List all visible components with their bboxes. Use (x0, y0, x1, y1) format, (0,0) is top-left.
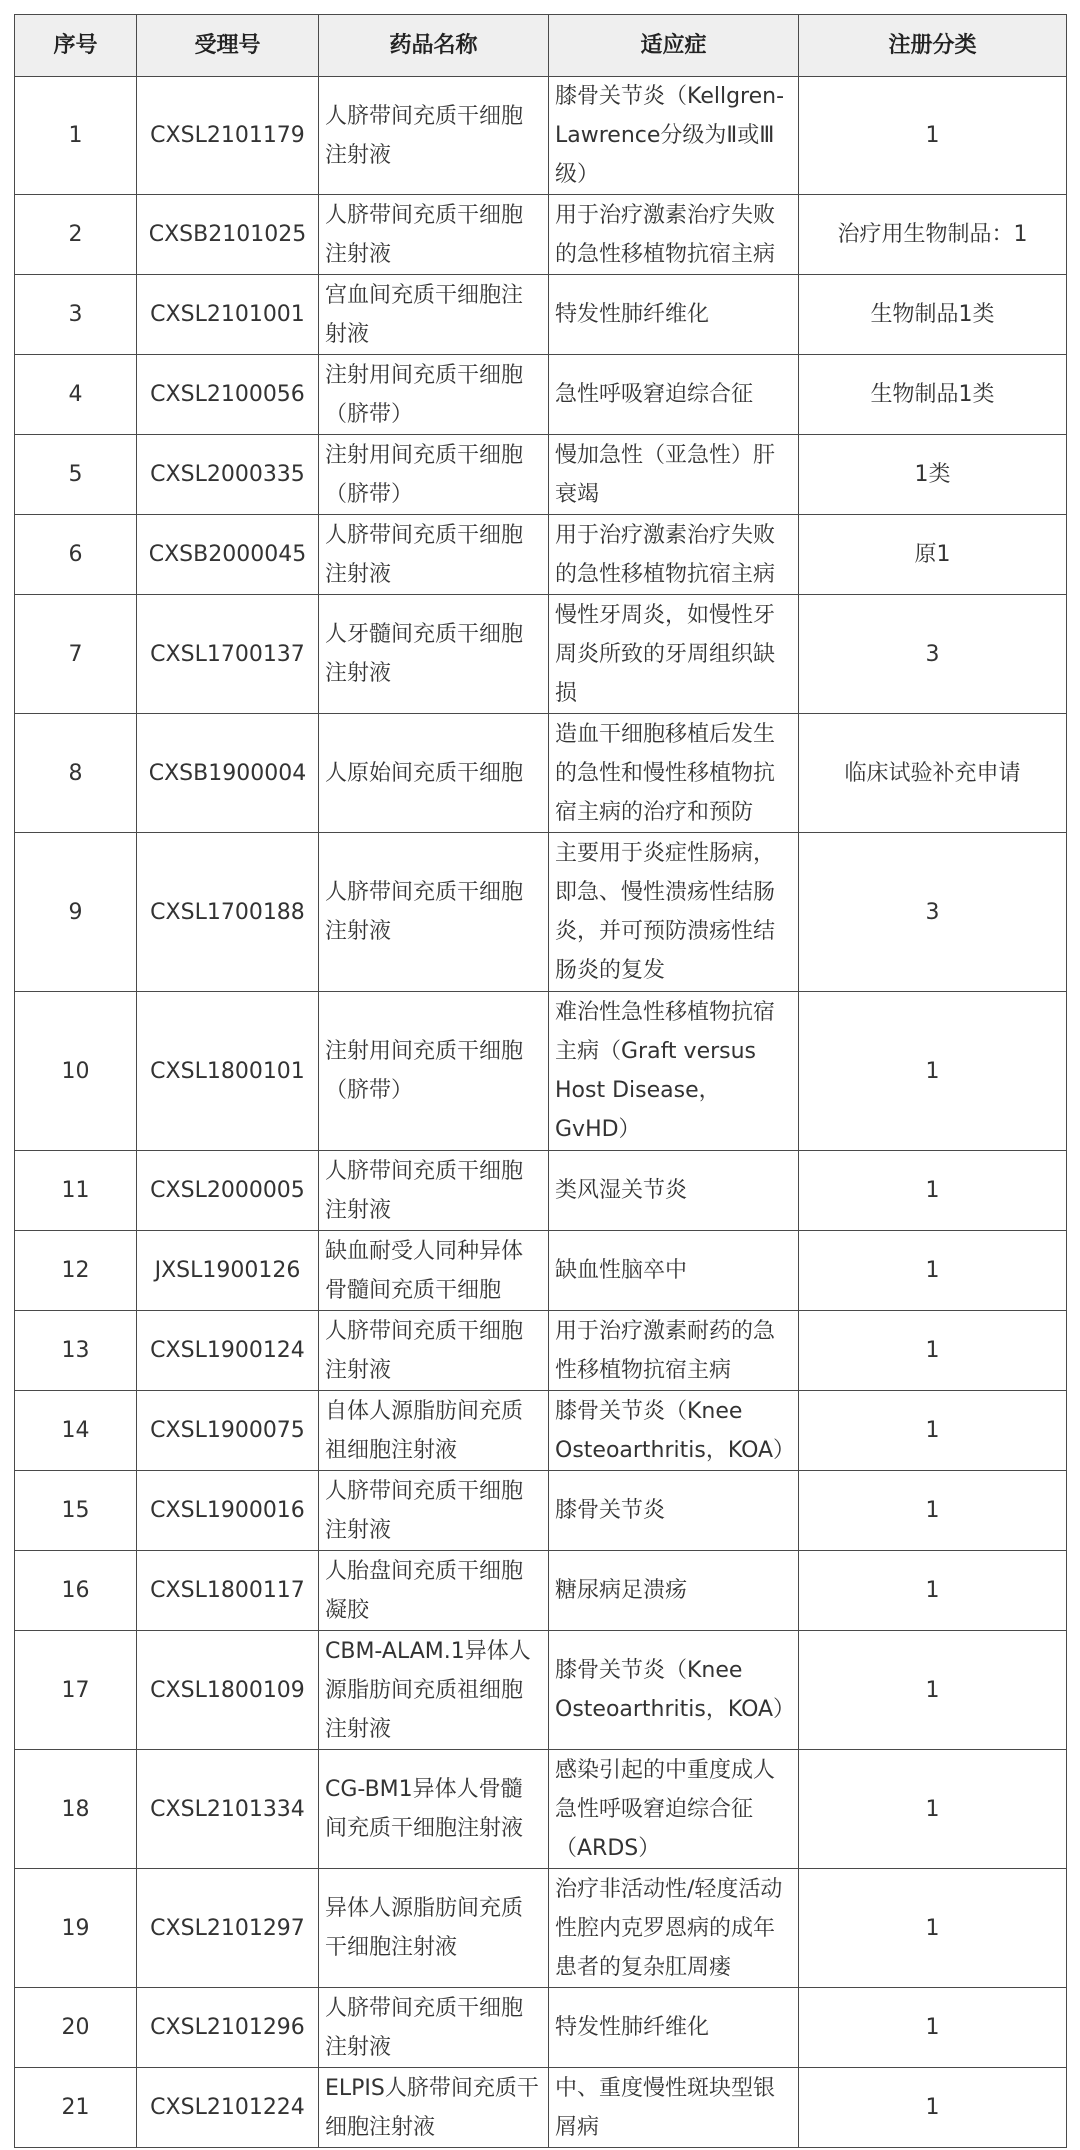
cell-registration-category: 1 (799, 77, 1067, 195)
cell-indication: 用于治疗激素治疗失败的急性移植物抗宿主病 (549, 195, 799, 275)
cell-indication: 缺血性脑卒中 (549, 1231, 799, 1311)
cell-indication: 类风湿关节炎 (549, 1151, 799, 1231)
cell-acceptance-no: CXSL1900075 (137, 1391, 319, 1471)
cell-drug-name: 人脐带间充质干细胞注射液 (319, 833, 549, 992)
cell-drug-name: 注射用间充质干细胞（脐带） (319, 435, 549, 515)
cell-drug-name: 人脐带间充质干细胞注射液 (319, 1471, 549, 1551)
cell-registration-category: 治疗用生物制品：1 (799, 195, 1067, 275)
cell-serial-no: 6 (15, 515, 137, 595)
cell-serial-no: 17 (15, 1631, 137, 1750)
cell-serial-no: 20 (15, 1988, 137, 2068)
cell-drug-name: 人原始间充质干细胞 (319, 714, 549, 833)
header-registration-category: 注册分类 (799, 15, 1067, 77)
cell-registration-category: 1 (799, 1151, 1067, 1231)
cell-registration-category: 3 (799, 833, 1067, 992)
cell-serial-no: 21 (15, 2068, 137, 2148)
table-row (15, 195, 1067, 275)
table-row (15, 515, 1067, 595)
cell-serial-no: 13 (15, 1311, 137, 1391)
table-row (15, 833, 1067, 992)
cell-acceptance-no: CXSL2101179 (137, 77, 319, 195)
cell-drug-name: 人脐带间充质干细胞注射液 (319, 1988, 549, 2068)
table-row (15, 1231, 1067, 1311)
table-row (15, 595, 1067, 714)
stem-cell-drug-registration-table (14, 14, 1067, 2148)
header-drug-name: 药品名称 (319, 15, 549, 77)
cell-registration-category: 1 (799, 992, 1067, 1151)
cell-registration-category: 1 (799, 1750, 1067, 1869)
cell-indication: 慢性牙周炎，如慢性牙周炎所致的牙周组织缺损 (549, 595, 799, 714)
cell-registration-category: 1 (799, 1869, 1067, 1988)
cell-serial-no: 1 (15, 77, 137, 195)
cell-acceptance-no: CXSL1800101 (137, 992, 319, 1151)
cell-acceptance-no: JXSL1900126 (137, 1231, 319, 1311)
cell-acceptance-no: CXSL2101001 (137, 275, 319, 355)
table-row (15, 1988, 1067, 2068)
table-row (15, 77, 1067, 195)
cell-acceptance-no: CXSL2101224 (137, 2068, 319, 2148)
cell-registration-category: 1 (799, 1988, 1067, 2068)
cell-drug-name: ELPIS人脐带间充质干细胞注射液 (319, 2068, 549, 2148)
cell-serial-no: 14 (15, 1391, 137, 1471)
table-row (15, 1391, 1067, 1471)
cell-indication: 用于治疗激素耐药的急性移植物抗宿主病 (549, 1311, 799, 1391)
cell-indication: 造血干细胞移植后发生的急性和慢性移植物抗宿主病的治疗和预防 (549, 714, 799, 833)
cell-indication: 膝骨关节炎（Kellgren-Lawrence分级为Ⅱ或Ⅲ级） (549, 77, 799, 195)
cell-acceptance-no: CXSB2101025 (137, 195, 319, 275)
cell-registration-category: 临床试验补充申请 (799, 714, 1067, 833)
cell-acceptance-no: CXSL2000335 (137, 435, 319, 515)
cell-serial-no: 15 (15, 1471, 137, 1551)
cell-serial-no: 9 (15, 833, 137, 992)
table-header-row (15, 15, 1067, 77)
table-row (15, 1551, 1067, 1631)
cell-drug-name: 人脐带间充质干细胞注射液 (319, 1311, 549, 1391)
cell-indication: 糖尿病足溃疡 (549, 1551, 799, 1631)
cell-drug-name: 异体人源脂肪间充质干细胞注射液 (319, 1869, 549, 1988)
cell-registration-category: 1 (799, 1551, 1067, 1631)
cell-acceptance-no: CXSL1900124 (137, 1311, 319, 1391)
cell-registration-category: 3 (799, 595, 1067, 714)
table-row (15, 1151, 1067, 1231)
cell-serial-no: 5 (15, 435, 137, 515)
cell-registration-category: 原1 (799, 515, 1067, 595)
cell-acceptance-no: CXSL1900016 (137, 1471, 319, 1551)
cell-acceptance-no: CXSL2101296 (137, 1988, 319, 2068)
cell-registration-category: 1类 (799, 435, 1067, 515)
cell-drug-name: 人脐带间充质干细胞注射液 (319, 515, 549, 595)
cell-serial-no: 11 (15, 1151, 137, 1231)
table-row (15, 1471, 1067, 1551)
cell-registration-category: 1 (799, 1231, 1067, 1311)
cell-serial-no: 3 (15, 275, 137, 355)
cell-drug-name: 人牙髓间充质干细胞注射液 (319, 595, 549, 714)
cell-drug-name: 缺血耐受人同种异体骨髓间充质干细胞 (319, 1231, 549, 1311)
cell-acceptance-no: CXSB1900004 (137, 714, 319, 833)
cell-registration-category: 1 (799, 2068, 1067, 2148)
cell-drug-name: 注射用间充质干细胞（脐带） (319, 355, 549, 435)
cell-drug-name: 宫血间充质干细胞注射液 (319, 275, 549, 355)
table-body (15, 77, 1067, 2148)
cell-acceptance-no: CXSL1700137 (137, 595, 319, 714)
cell-serial-no: 10 (15, 992, 137, 1151)
table-row (15, 2068, 1067, 2148)
header-serial-no: 序号 (15, 15, 137, 77)
cell-drug-name: 人脐带间充质干细胞注射液 (319, 77, 549, 195)
cell-drug-name: CG-BM1异体人骨髓间充质干细胞注射液 (319, 1750, 549, 1869)
cell-registration-category: 1 (799, 1311, 1067, 1391)
cell-acceptance-no: CXSL2101334 (137, 1750, 319, 1869)
cell-drug-name: 人脐带间充质干细胞注射液 (319, 195, 549, 275)
cell-indication: 慢加急性（亚急性）肝衰竭 (549, 435, 799, 515)
table-row (15, 355, 1067, 435)
cell-indication: 用于治疗激素治疗失败的急性移植物抗宿主病 (549, 515, 799, 595)
cell-acceptance-no: CXSL1700188 (137, 833, 319, 992)
cell-drug-name: 注射用间充质干细胞（脐带） (319, 992, 549, 1151)
cell-indication: 膝骨关节炎 (549, 1471, 799, 1551)
cell-serial-no: 19 (15, 1869, 137, 1988)
cell-indication: 急性呼吸窘迫综合征 (549, 355, 799, 435)
cell-acceptance-no: CXSL2000005 (137, 1151, 319, 1231)
table-row (15, 1750, 1067, 1869)
cell-acceptance-no: CXSL1800109 (137, 1631, 319, 1750)
cell-indication: 特发性肺纤维化 (549, 1988, 799, 2068)
cell-drug-name: CBM-ALAM.1异体人源脂肪间充质祖细胞注射液 (319, 1631, 549, 1750)
cell-drug-name: 人胎盘间充质干细胞凝胶 (319, 1551, 549, 1631)
table-row (15, 992, 1067, 1151)
cell-drug-name: 人脐带间充质干细胞注射液 (319, 1151, 549, 1231)
cell-registration-category: 生物制品1类 (799, 275, 1067, 355)
cell-indication: 膝骨关节炎（Knee Osteoarthritis，KOA） (549, 1631, 799, 1750)
table-row (15, 1631, 1067, 1750)
table-row (15, 1869, 1067, 1988)
header-acceptance-no: 受理号 (137, 15, 319, 77)
cell-acceptance-no: CXSL2101297 (137, 1869, 319, 1988)
cell-indication: 膝骨关节炎（Knee Osteoarthritis，KOA） (549, 1391, 799, 1471)
cell-serial-no: 12 (15, 1231, 137, 1311)
cell-serial-no: 16 (15, 1551, 137, 1631)
cell-registration-category: 1 (799, 1631, 1067, 1750)
cell-registration-category: 生物制品1类 (799, 355, 1067, 435)
cell-acceptance-no: CXSL2100056 (137, 355, 319, 435)
cell-indication: 中、重度慢性斑块型银屑病 (549, 2068, 799, 2148)
cell-indication: 特发性肺纤维化 (549, 275, 799, 355)
cell-acceptance-no: CXSL1800117 (137, 1551, 319, 1631)
cell-indication: 治疗非活动性/轻度活动性腔内克罗恩病的成年患者的复杂肛周瘘 (549, 1869, 799, 1988)
cell-serial-no: 7 (15, 595, 137, 714)
cell-registration-category: 1 (799, 1391, 1067, 1471)
cell-registration-category: 1 (799, 1471, 1067, 1551)
cell-indication: 主要用于炎症性肠病，即急、慢性溃疡性结肠炎，并可预防溃疡性结肠炎的复发 (549, 833, 799, 992)
table-row (15, 1311, 1067, 1391)
table-row (15, 275, 1067, 355)
table-row (15, 714, 1067, 833)
cell-drug-name: 自体人源脂肪间充质祖细胞注射液 (319, 1391, 549, 1471)
cell-serial-no: 18 (15, 1750, 137, 1869)
cell-acceptance-no: CXSB2000045 (137, 515, 319, 595)
registration-table-container (14, 14, 1066, 2148)
cell-serial-no: 2 (15, 195, 137, 275)
header-indication: 适应症 (549, 15, 799, 77)
cell-indication: 难治性急性移植物抗宿主病（Graft versus Host Disease，GvHD） (549, 992, 799, 1151)
table-row (15, 435, 1067, 515)
cell-serial-no: 4 (15, 355, 137, 435)
cell-indication: 感染引起的中重度成人急性呼吸窘迫综合征（ARDS） (549, 1750, 799, 1869)
cell-serial-no: 8 (15, 714, 137, 833)
